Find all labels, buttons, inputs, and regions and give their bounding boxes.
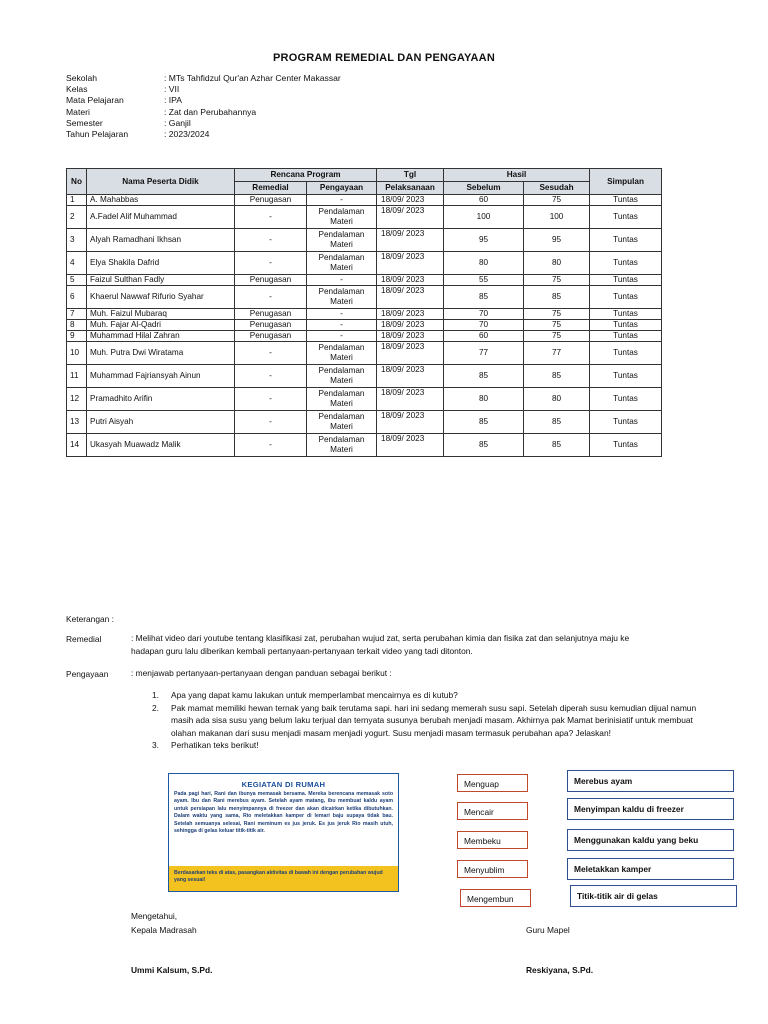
cell-no: 7 [67, 309, 87, 320]
activity-title: KEGIATAN DI RUMAH [241, 780, 326, 789]
table-row [67, 411, 662, 434]
cell-remedial: - [235, 229, 307, 252]
cell-sesudah: 75 [524, 331, 590, 342]
info-value: : IPA [164, 95, 182, 106]
cell-sesudah: 75 [524, 195, 590, 206]
info-row-year [66, 129, 341, 140]
cell-pengayaan: Pendalaman Materi [307, 206, 377, 229]
cell-tgl: 18/09/ 2023 [377, 342, 444, 365]
cell-simpulan: Tuntas [590, 252, 662, 275]
cell-no: 12 [67, 388, 87, 411]
cell-pengayaan: - [307, 275, 377, 286]
cell-pengayaan: Pendalaman Materi [307, 252, 377, 275]
cell-pengayaan: - [307, 195, 377, 206]
cell-name: Muh. Putra Dwi Wiratama [87, 342, 235, 365]
header-tgl: Tgl [377, 169, 444, 182]
cell-simpulan: Tuntas [590, 309, 662, 320]
cell-name: A.Fadel Alif Muhammad [87, 206, 235, 229]
info-value: : 2023/2024 [164, 128, 210, 139]
question-number: 3. [152, 740, 159, 751]
activity-box [168, 773, 399, 892]
cell-tgl: 18/09/ 2023 [377, 411, 444, 434]
info-label: Kelas [66, 84, 88, 95]
cell-tgl: 18/09/ 2023 [377, 365, 444, 388]
cell-remedial: - [235, 206, 307, 229]
cell-sesudah: 85 [524, 286, 590, 309]
cell-no: 3 [67, 229, 87, 252]
header-name: Nama Peserta Didik [87, 169, 235, 195]
info-value: : VII [164, 84, 180, 95]
cell-simpulan: Tuntas [590, 331, 662, 342]
cell-tgl: 18/09/ 2023 [377, 388, 444, 411]
remedial-text-cont: hadapan guru lalu diberikan kembali pertanyaan-pertanyaan terkait video yang tadi ditonton. [131, 646, 473, 656]
cell-sebelum: 80 [444, 388, 524, 411]
cell-sesudah: 85 [524, 365, 590, 388]
table-row [67, 309, 662, 320]
header-pelaksanaan: Pelaksanaan [377, 182, 444, 195]
header-hasil: Hasil [444, 169, 590, 182]
cell-name: Faizul Sulthan Fadly [87, 275, 235, 286]
cell-tgl: 18/09/ 2023 [377, 195, 444, 206]
cell-tgl: 18/09/ 2023 [377, 331, 444, 342]
table-row [67, 342, 662, 365]
match-left-menguap: Menguap [457, 774, 528, 792]
info-row-material [66, 107, 341, 118]
cell-sesudah: 80 [524, 252, 590, 275]
cell-no: 13 [67, 411, 87, 434]
pengayaan-label: Pengayaan [66, 669, 109, 679]
table-row [67, 388, 662, 411]
question-item [152, 739, 702, 752]
cell-simpulan: Tuntas [590, 320, 662, 331]
cell-no: 2 [67, 206, 87, 229]
match-left-menyublim: Menyublim [457, 860, 528, 878]
cell-tgl: 18/09/ 2023 [377, 206, 444, 229]
info-label: Sekolah [66, 73, 98, 83]
cell-tgl: 18/09/ 2023 [377, 320, 444, 331]
cell-sesudah: 85 [524, 411, 590, 434]
cell-no: 9 [67, 331, 87, 342]
pengayaan-text: : menjawab pertanyaan-pertanyaan dengan panduan sebagai berikut : [131, 668, 392, 678]
cell-remedial: - [235, 434, 307, 457]
table-row [67, 331, 662, 342]
cell-name: Ukasyah Muawadz Malik [87, 434, 235, 457]
cell-no: 8 [67, 320, 87, 331]
cell-sesudah: 80 [524, 388, 590, 411]
activity-instruction: Berdasarkan teks di atas, pasangkan aktivitas di bawah ini dengan perubahan wujud yang sesuai! [169, 866, 398, 891]
match-left-mengembun: Mengembun [460, 889, 531, 907]
question-item [152, 702, 702, 740]
table-row [67, 286, 662, 309]
cell-pengayaan: Pendalaman Materi [307, 434, 377, 457]
cell-simpulan: Tuntas [590, 286, 662, 309]
cell-name: Elya Shakila Dafrid [87, 252, 235, 275]
info-value: : MTs Tahfidzul Qur'an Azhar Center Makassar [164, 73, 341, 83]
info-label: Tahun Pelajaran [66, 128, 129, 139]
cell-simpulan: Tuntas [590, 195, 662, 206]
guru-title: Guru Mapel [526, 925, 570, 935]
cell-sesudah: 77 [524, 342, 590, 365]
cell-sebelum: 60 [444, 195, 524, 206]
table-row [67, 206, 662, 229]
cell-remedial: Penugasan [235, 275, 307, 286]
mengetahui-label: Mengetahui, [131, 911, 178, 921]
cell-sebelum: 85 [444, 411, 524, 434]
cell-remedial: Penugasan [235, 331, 307, 342]
cell-sebelum: 85 [444, 286, 524, 309]
cell-remedial: Penugasan [235, 320, 307, 331]
kepala-name: Ummi Kalsum, S.Pd. [131, 965, 213, 975]
info-value: : Ganjil [164, 117, 191, 128]
info-row-semester [66, 118, 341, 129]
cell-pengayaan: - [307, 331, 377, 342]
info-row-class [66, 84, 341, 95]
cell-no: 6 [67, 286, 87, 309]
info-value: : Zat dan Perubahannya [164, 106, 257, 117]
cell-simpulan: Tuntas [590, 388, 662, 411]
cell-pengayaan: Pendalaman Materi [307, 365, 377, 388]
cell-simpulan: Tuntas [590, 342, 662, 365]
info-label: Semester [66, 117, 103, 128]
cell-pengayaan: Pendalaman Materi [307, 411, 377, 434]
cell-pengayaan: - [307, 320, 377, 331]
grades-table [66, 168, 662, 457]
header-no: No [67, 169, 87, 195]
header-pengayaan: Pengayaan [307, 182, 377, 195]
question-number: 2. [152, 702, 159, 713]
cell-pengayaan: Pendalaman Materi [307, 388, 377, 411]
school-info [66, 73, 341, 140]
activity-text: Pada pagi hari, Rani dan ibunya memasak bersama. Mereka berencana memasak soto ayam. Ibu dan Rani merebus ayam. Setelah ayam matang, ibu membuat kaldu ayam untuk persiapan lalu menyimpannya di freezer dan akan dicairkan ketika dibutuhkan. Dalam waktu yang sama, Rio meletakkan kamper di lemari baju supaya tidak bau. Setelah semuanya selesai, Rani meminum es jus jeruk. Es jus jeruk Rio masih utuh, sehingga di gelas keluar titik-titik air. [174, 791, 393, 835]
table-row [67, 320, 662, 331]
cell-no: 14 [67, 434, 87, 457]
cell-tgl: 18/09/ 2023 [377, 275, 444, 286]
table-row [67, 195, 662, 206]
cell-simpulan: Tuntas [590, 275, 662, 286]
cell-name: Khaerul Nawwaf Rifurio Syahar [87, 286, 235, 309]
cell-pengayaan: Pendalaman Materi [307, 342, 377, 365]
info-label: Mata Pelajaran [66, 95, 124, 106]
cell-no: 4 [67, 252, 87, 275]
cell-no: 10 [67, 342, 87, 365]
cell-sesudah: 75 [524, 309, 590, 320]
cell-sebelum: 77 [444, 342, 524, 365]
cell-sesudah: 85 [524, 434, 590, 457]
cell-remedial: - [235, 252, 307, 275]
remedial-text: : Melihat video dari youtube tentang klasifikasi zat, perubahan wujud zat, serta perubahan kimia dan fisika zat dan selanjutnya maju ke [131, 633, 630, 643]
cell-remedial: - [235, 411, 307, 434]
question-text: Pak mamat memiliki hewan ternak yang baik terutama sapi. hari ini sedang memerah susu sapi. Setelah diperah susu kemudian dijual namun masih ada sisa susu yang belum laku terjual dan ternyata susunya berubah menjadi masam. Akhirnya pak Mamat berinisiatif untuk membuat olahan makanan dari susu menjadi masam menjadi yogurt. Susu menjadi masam termasuk perubahan apa? Jelaskan! [171, 702, 697, 738]
header-simpulan: Simpulan [590, 169, 662, 195]
cell-simpulan: Tuntas [590, 434, 662, 457]
question-number: 1. [152, 690, 159, 700]
cell-simpulan: Tuntas [590, 229, 662, 252]
cell-sesudah: 95 [524, 229, 590, 252]
remedial-label: Remedial [66, 634, 102, 644]
cell-no: 1 [67, 195, 87, 206]
cell-tgl: 18/09/ 2023 [377, 309, 444, 320]
cell-simpulan: Tuntas [590, 365, 662, 388]
match-right-meletakkan-kamper: Meletakkan kamper [567, 858, 734, 880]
cell-remedial: Penugasan [235, 309, 307, 320]
cell-remedial: Penugasan [235, 195, 307, 206]
cell-sebelum: 60 [444, 331, 524, 342]
cell-sesudah: 100 [524, 206, 590, 229]
table-row [67, 434, 662, 457]
match-right-titik-air: Titik-titik air di gelas [570, 885, 737, 907]
question-text: Apa yang dapat kamu lakukan untuk memperlambat mencairnya es di kutub? [171, 690, 458, 700]
cell-tgl: 18/09/ 2023 [377, 229, 444, 252]
info-row-subject [66, 95, 341, 106]
cell-sebelum: 85 [444, 365, 524, 388]
match-right-merebus-ayam: Merebus ayam [567, 770, 734, 792]
header-sesudah: Sesudah [524, 182, 590, 195]
cell-name: Muh. Faizul Mubaraq [87, 309, 235, 320]
cell-name: Muhammad Fajriansyah Ainun [87, 365, 235, 388]
cell-name: Putri Aisyah [87, 411, 235, 434]
cell-remedial: - [235, 342, 307, 365]
cell-name: A. Mahabbas [87, 195, 235, 206]
cell-pengayaan: Pendalaman Materi [307, 286, 377, 309]
match-right-menggunakan-kaldu: Menggunakan kaldu yang beku [567, 829, 734, 851]
table-row [67, 275, 662, 286]
cell-remedial: - [235, 365, 307, 388]
cell-simpulan: Tuntas [590, 411, 662, 434]
cell-name: Muh. Fajar Al-Qadri [87, 320, 235, 331]
cell-tgl: 18/09/ 2023 [377, 434, 444, 457]
cell-sebelum: 80 [444, 252, 524, 275]
cell-remedial: - [235, 286, 307, 309]
cell-sebelum: 70 [444, 309, 524, 320]
info-label: Materi [66, 106, 90, 117]
page-title: PROGRAM REMEDIAL DAN PENGAYAAN [273, 52, 495, 64]
cell-sebelum: 55 [444, 275, 524, 286]
info-row-school [66, 73, 341, 84]
cell-remedial: - [235, 388, 307, 411]
cell-pengayaan: Pendalaman Materi [307, 229, 377, 252]
cell-sesudah: 75 [524, 275, 590, 286]
cell-sesudah: 75 [524, 320, 590, 331]
cell-name: Pramadhito Arifin [87, 388, 235, 411]
cell-sebelum: 85 [444, 434, 524, 457]
cell-name: Alyah Ramadhani Ikhsan [87, 229, 235, 252]
match-right-menyimpan-kaldu: Menyimpan kaldu di freezer [567, 798, 734, 820]
cell-no: 11 [67, 365, 87, 388]
kepala-title: Kepala Madrasah [131, 925, 197, 935]
cell-simpulan: Tuntas [590, 206, 662, 229]
cell-sebelum: 95 [444, 229, 524, 252]
question-item [152, 689, 702, 702]
guru-name: Reskiyana, S.Pd. [526, 965, 594, 975]
cell-tgl: 18/09/ 2023 [377, 252, 444, 275]
question-text: Perhatikan teks berikut! [171, 740, 259, 751]
header-plan: Rencana Program [235, 169, 377, 182]
match-left-membeku: Membeku [457, 831, 528, 849]
table-row [67, 229, 662, 252]
header-remedial: Remedial [235, 182, 307, 195]
table-row [67, 365, 662, 388]
cell-sebelum: 70 [444, 320, 524, 331]
cell-no: 5 [67, 275, 87, 286]
match-left-mencair: Mencair [457, 802, 528, 820]
cell-name: Muhammad Hilal Zahran [87, 331, 235, 342]
cell-tgl: 18/09/ 2023 [377, 286, 444, 309]
header-sebelum: Sebelum [444, 182, 524, 195]
table-row [67, 252, 662, 275]
keterangan-label: Keterangan : [66, 614, 114, 624]
question-list [152, 689, 702, 752]
cell-pengayaan: - [307, 309, 377, 320]
cell-sebelum: 100 [444, 206, 524, 229]
